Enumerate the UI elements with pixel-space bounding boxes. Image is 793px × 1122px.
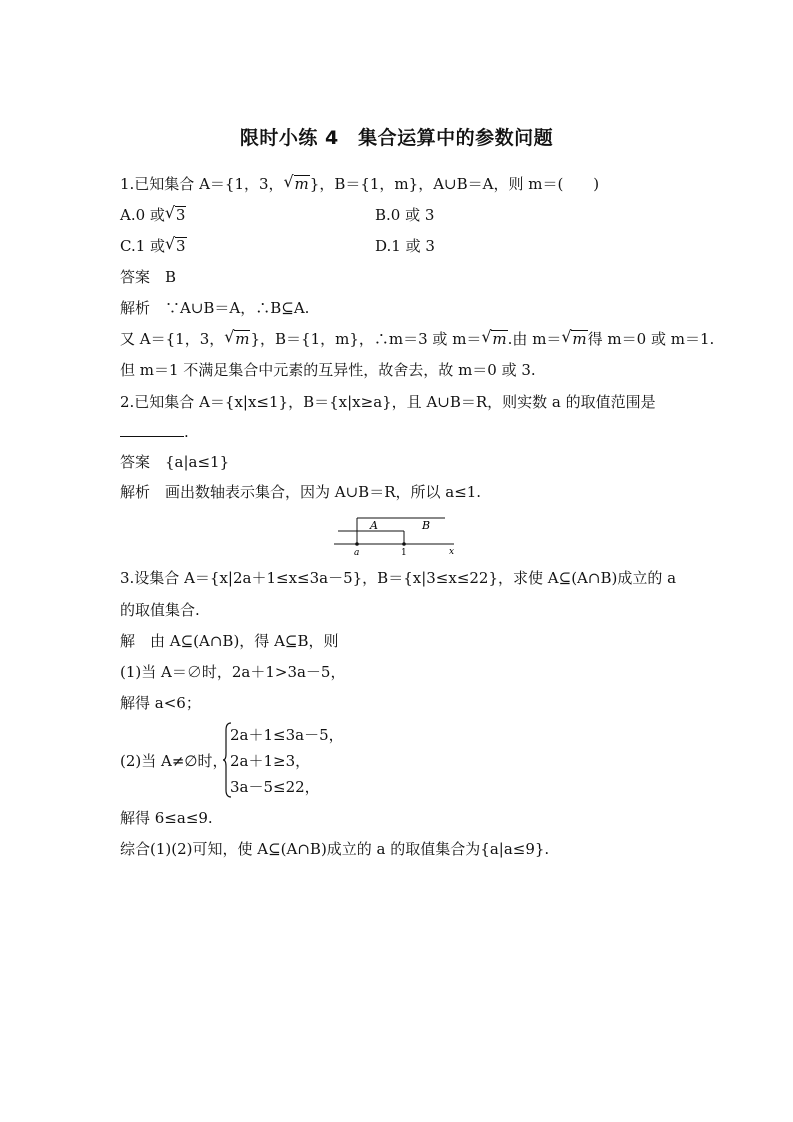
q1-option-b: B.0 或 3 bbox=[375, 206, 435, 224]
q3-conclusion: 综合(1)(2)可知，使 A⊆(A∩B)成立的 a 的取值集合为{a|a≤9}. bbox=[120, 840, 550, 858]
analysis-part: .由 m＝ bbox=[507, 330, 562, 348]
tick-label-a: a bbox=[354, 548, 360, 558]
q1-stem bbox=[120, 174, 599, 194]
period: . bbox=[184, 423, 189, 441]
inequality-list bbox=[230, 722, 344, 800]
radicand: m bbox=[492, 330, 507, 348]
q2-analysis: 解析 画出数轴表示集合，因为 A∪B＝R，所以 a≤1. bbox=[120, 483, 482, 501]
radicand: m bbox=[294, 175, 309, 193]
answer-blank bbox=[120, 422, 184, 437]
q1-stem-part: }，B＝{1，m}，A∪B＝A，则 m＝( ) bbox=[309, 175, 600, 193]
q3-case-1: (1)当 A＝∅时，2a＋1>3a－5， bbox=[120, 663, 346, 681]
sqrt-symbol bbox=[285, 174, 310, 194]
q1-analysis-3: 但 m＝1 不满足集合中元素的互异性，故舍去，故 m＝0 或 3. bbox=[120, 361, 536, 379]
tick-label-1: 1 bbox=[401, 548, 407, 558]
analysis-part: 又 A＝{1，3， bbox=[120, 330, 225, 348]
q1-option-c bbox=[120, 236, 187, 256]
point-a bbox=[355, 542, 359, 546]
label-set-b: B bbox=[422, 519, 431, 532]
option-label: C.1 或 bbox=[120, 237, 166, 255]
radicand: 3 bbox=[175, 206, 186, 224]
radicand: 3 bbox=[176, 237, 186, 255]
radicand: m bbox=[572, 330, 587, 348]
q1-answer: 答案 B bbox=[120, 268, 177, 286]
inequality-3: 3a－5≤22， bbox=[230, 778, 320, 796]
q3-stem-1: 3.设集合 A＝{x|2a＋1≤x≤3a－5}，B＝{x|3≤x≤22}，求使 A⊆(A∩B)成立的 a bbox=[120, 569, 677, 587]
page-title: 限时小练 4 集合运算中的参数问题 bbox=[239, 127, 554, 149]
axis-label-x: x bbox=[449, 547, 455, 557]
q1-analysis-2 bbox=[120, 329, 714, 349]
sqrt-symbol bbox=[482, 329, 507, 349]
radicand: m bbox=[235, 330, 250, 348]
analysis-part: 得 m＝0 或 m＝1. bbox=[587, 330, 715, 348]
q1-stem-part: 1.已知集合 A＝{1，3， bbox=[120, 175, 284, 193]
q2-answer: 答案 {a|a≤1} bbox=[120, 453, 230, 471]
sqrt-symbol bbox=[166, 236, 187, 256]
sqrt-symbol bbox=[166, 205, 187, 225]
inequality-2: 2a＋1≥3， bbox=[230, 752, 311, 770]
q1-option-d: D.1 或 3 bbox=[375, 237, 435, 255]
q2-stem: 2.已知集合 A＝{x|x≤1}，B＝{x|x≥a}，且 A∪B＝R，则实数 a 的取值范围是 bbox=[120, 393, 656, 411]
q3-case-2-system bbox=[120, 722, 440, 802]
q3-case-2-result: 解得 6≤a≤9. bbox=[120, 809, 213, 827]
sqrt-symbol bbox=[225, 329, 250, 349]
sqrt-symbol bbox=[562, 329, 587, 349]
label-set-a: A bbox=[370, 519, 378, 532]
case-2-label: (2)当 A≠∅时， bbox=[120, 752, 228, 770]
inequality-1: 2a＋1≤3a－5， bbox=[230, 726, 344, 744]
number-line-figure bbox=[330, 512, 460, 558]
q1-option-a bbox=[120, 205, 186, 225]
q3-solution-intro: 解 由 A⊆(A∩B)，得 A⊆B，则 bbox=[120, 632, 339, 650]
q3-case-1-result: 解得 a<6； bbox=[120, 694, 201, 712]
q3-stem-2: 的取值集合. bbox=[120, 601, 200, 619]
q1-analysis-1: 解析 ∵A∪B＝A，∴B⊆A. bbox=[120, 299, 310, 317]
point-1 bbox=[402, 542, 406, 546]
option-label: A.0 或 bbox=[120, 206, 165, 224]
analysis-part: }，B＝{1，m}，∴m＝3 或 m＝ bbox=[250, 330, 482, 348]
q2-answer-blank-line bbox=[120, 422, 189, 442]
